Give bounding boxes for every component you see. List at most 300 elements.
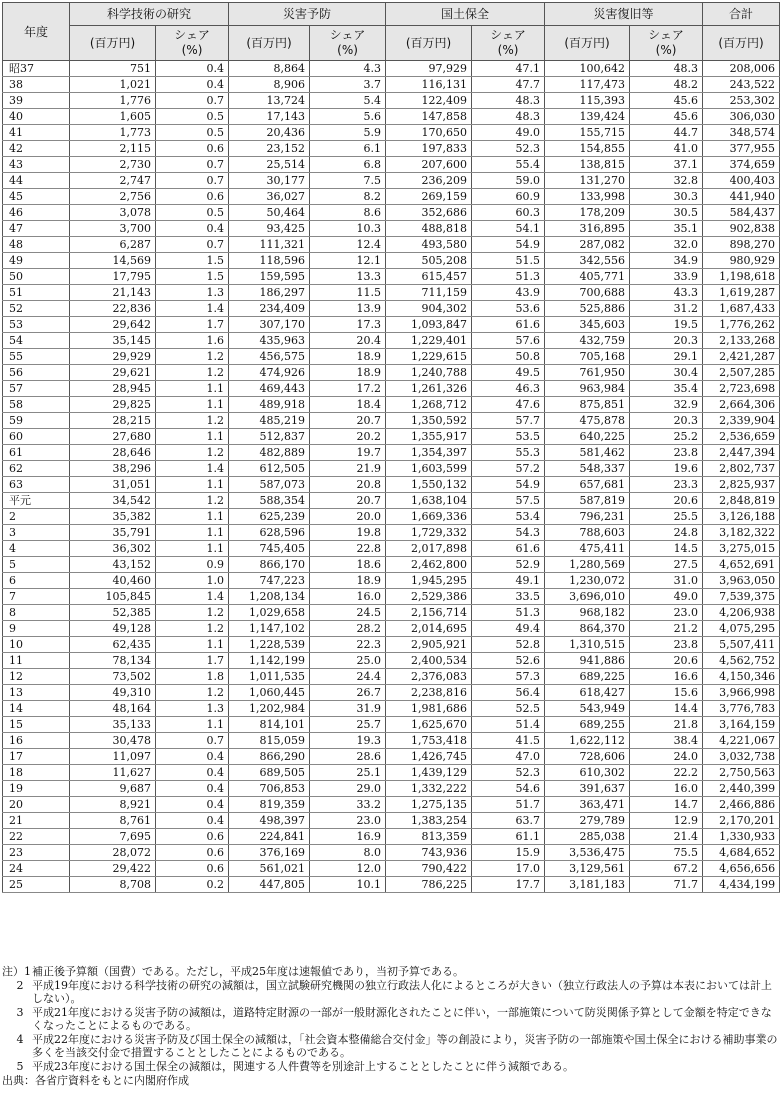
value-cell: 1.1 (156, 381, 229, 397)
value-cell: 287,082 (545, 237, 630, 253)
table-row (3, 637, 780, 653)
value-cell: 93,425 (229, 221, 310, 237)
value-cell: 53.4 (472, 509, 545, 525)
value-cell: 1,268,712 (386, 397, 472, 413)
header-disaster-recovery: 災害復旧等 (545, 3, 703, 26)
value-cell: 47.0 (472, 749, 545, 765)
value-cell: 2,747 (70, 173, 156, 189)
value-cell: 2,421,287 (703, 349, 780, 365)
value-cell: 30.3 (630, 189, 703, 205)
value-cell: 21.9 (310, 461, 386, 477)
value-cell: 0.4 (156, 221, 229, 237)
value-cell: 111,321 (229, 237, 310, 253)
value-cell: 1,638,104 (386, 493, 472, 509)
year-cell: 12 (3, 669, 70, 685)
value-cell: 1,687,433 (703, 301, 780, 317)
table-row (3, 589, 780, 605)
value-cell: 17.7 (472, 877, 545, 893)
value-cell: 2,238,816 (386, 685, 472, 701)
value-cell: 474,926 (229, 365, 310, 381)
value-cell: 788,603 (545, 525, 630, 541)
value-cell: 29.0 (310, 781, 386, 797)
table-row (3, 445, 780, 461)
table-row (3, 653, 780, 669)
value-cell: 16.6 (630, 669, 703, 685)
table-body (3, 61, 780, 893)
year-cell: 22 (3, 829, 70, 845)
value-cell: 14,569 (70, 253, 156, 269)
table-row (3, 861, 780, 877)
table-row (3, 829, 780, 845)
value-cell: 23.8 (630, 637, 703, 653)
value-cell: 20.3 (630, 333, 703, 349)
year-cell: 13 (3, 685, 70, 701)
year-cell: 51 (3, 285, 70, 301)
value-cell: 786,225 (386, 877, 472, 893)
value-cell: 18.9 (310, 573, 386, 589)
value-cell: 24.5 (310, 605, 386, 621)
value-cell: 1,310,515 (545, 637, 630, 653)
value-cell: 2,339,904 (703, 413, 780, 429)
value-cell: 587,819 (545, 493, 630, 509)
value-cell: 1,261,326 (386, 381, 472, 397)
table-row (3, 717, 780, 733)
note-item (2, 965, 778, 979)
value-cell: 54.9 (472, 237, 545, 253)
value-cell: 1,202,984 (229, 701, 310, 717)
value-cell: 1,603,599 (386, 461, 472, 477)
header-share: シェア (%) (156, 26, 229, 61)
year-cell: 7 (3, 589, 70, 605)
value-cell: 2,529,386 (386, 589, 472, 605)
value-cell: 447,805 (229, 877, 310, 893)
value-cell: 3,275,015 (703, 541, 780, 557)
value-cell: 31.9 (310, 701, 386, 717)
value-cell: 316,895 (545, 221, 630, 237)
value-cell: 0.7 (156, 237, 229, 253)
value-cell: 52.5 (472, 701, 545, 717)
year-cell: 20 (3, 797, 70, 813)
value-cell: 1.7 (156, 653, 229, 669)
value-cell: 689,225 (545, 669, 630, 685)
value-cell: 13.3 (310, 269, 386, 285)
table-row (3, 61, 780, 77)
value-cell: 116,131 (386, 77, 472, 93)
value-cell: 1,229,401 (386, 333, 472, 349)
value-cell: 689,255 (545, 717, 630, 733)
value-cell: 139,424 (545, 109, 630, 125)
value-cell: 5,507,411 (703, 637, 780, 653)
value-cell: 1.4 (156, 461, 229, 477)
value-cell: 47.6 (472, 397, 545, 413)
value-cell: 12.9 (630, 813, 703, 829)
value-cell: 57.5 (472, 493, 545, 509)
value-cell: 25.5 (630, 509, 703, 525)
value-cell: 1,605 (70, 109, 156, 125)
value-cell: 615,457 (386, 269, 472, 285)
value-cell: 700,688 (545, 285, 630, 301)
value-cell: 963,984 (545, 381, 630, 397)
header-amount: (百万円) (545, 26, 630, 61)
value-cell: 35,791 (70, 525, 156, 541)
year-cell: 54 (3, 333, 70, 349)
value-cell: 236,209 (386, 173, 472, 189)
value-cell: 38.4 (630, 733, 703, 749)
value-cell: 0.4 (156, 797, 229, 813)
value-cell: 1,011,535 (229, 669, 310, 685)
header-total: 合計 (703, 3, 780, 26)
value-cell: 875,851 (545, 397, 630, 413)
value-cell: 97,929 (386, 61, 472, 77)
value-cell: 0.5 (156, 125, 229, 141)
value-cell: 21,143 (70, 285, 156, 301)
value-cell: 0.6 (156, 845, 229, 861)
value-cell: 20.6 (630, 653, 703, 669)
value-cell: 117,473 (545, 77, 630, 93)
value-cell: 747,223 (229, 573, 310, 589)
table-row (3, 493, 780, 509)
value-cell: 23.3 (630, 477, 703, 493)
value-cell: 1,729,332 (386, 525, 472, 541)
note-item (2, 979, 778, 1006)
value-cell: 941,886 (545, 653, 630, 669)
year-cell: 61 (3, 445, 70, 461)
value-cell: 19.3 (310, 733, 386, 749)
value-cell: 1.2 (156, 685, 229, 701)
value-cell: 352,686 (386, 205, 472, 221)
value-cell: 71.7 (630, 877, 703, 893)
value-cell: 1,350,592 (386, 413, 472, 429)
value-cell: 49,128 (70, 621, 156, 637)
value-cell: 0.7 (156, 93, 229, 109)
year-cell: 48 (3, 237, 70, 253)
value-cell: 19.8 (310, 525, 386, 541)
value-cell: 52.3 (472, 141, 545, 157)
value-cell: 27.5 (630, 557, 703, 573)
value-cell: 52.9 (472, 557, 545, 573)
year-cell: 24 (3, 861, 70, 877)
note-text: 平成19年度における科学技術の研究の減額は，国立試験研究機関の独立行政法人化によるところが大きい（独立行政法人の予算は本表においては計上しない）。 (32, 978, 772, 1005)
value-cell: 815,059 (229, 733, 310, 749)
value-cell: 1,355,917 (386, 429, 472, 445)
value-cell: 18.9 (310, 365, 386, 381)
value-cell: 45.6 (630, 93, 703, 109)
value-cell: 1,625,670 (386, 717, 472, 733)
value-cell: 1,142,199 (229, 653, 310, 669)
value-cell: 561,021 (229, 861, 310, 877)
value-cell: 405,771 (545, 269, 630, 285)
header-amount: (百万円) (70, 26, 156, 61)
table-row (3, 749, 780, 765)
value-cell: 1,093,847 (386, 317, 472, 333)
value-cell: 78,134 (70, 653, 156, 669)
value-cell: 1.6 (156, 333, 229, 349)
value-cell: 706,853 (229, 781, 310, 797)
year-cell: 53 (3, 317, 70, 333)
value-cell: 1,550,132 (386, 477, 472, 493)
value-cell: 1,776,262 (703, 317, 780, 333)
value-cell: 57.2 (472, 461, 545, 477)
value-cell: 7.5 (310, 173, 386, 189)
year-cell: 5 (3, 557, 70, 573)
value-cell: 3,078 (70, 205, 156, 221)
value-cell: 0.7 (156, 173, 229, 189)
value-cell: 2,825,937 (703, 477, 780, 493)
year-cell: 14 (3, 701, 70, 717)
note-number: 注）1 (2, 965, 31, 978)
value-cell: 8,906 (229, 77, 310, 93)
value-cell: 618,427 (545, 685, 630, 701)
value-cell: 29,422 (70, 861, 156, 877)
value-cell: 38,296 (70, 461, 156, 477)
value-cell: 41.0 (630, 141, 703, 157)
value-cell: 29,825 (70, 397, 156, 413)
table-row (3, 253, 780, 269)
value-cell: 3,963,050 (703, 573, 780, 589)
value-cell: 790,422 (386, 861, 472, 877)
year-cell: 49 (3, 253, 70, 269)
value-cell: 49.4 (472, 621, 545, 637)
value-cell: 10.3 (310, 221, 386, 237)
value-cell: 1,773 (70, 125, 156, 141)
year-cell: 56 (3, 365, 70, 381)
table-row (3, 237, 780, 253)
year-cell: 21 (3, 813, 70, 829)
value-cell: 49.1 (472, 573, 545, 589)
table-row (3, 189, 780, 205)
value-cell: 751 (70, 61, 156, 77)
value-cell: 279,789 (545, 813, 630, 829)
value-cell: 612,505 (229, 461, 310, 477)
value-cell: 489,918 (229, 397, 310, 413)
value-cell: 2,170,201 (703, 813, 780, 829)
value-cell: 35,145 (70, 333, 156, 349)
value-cell: 2,723,698 (703, 381, 780, 397)
value-cell: 55.4 (472, 157, 545, 173)
value-cell: 14.4 (630, 701, 703, 717)
value-cell: 0.7 (156, 733, 229, 749)
value-cell: 1,354,397 (386, 445, 472, 461)
value-cell: 628,596 (229, 525, 310, 541)
value-cell: 610,302 (545, 765, 630, 781)
header-row-groups (3, 3, 780, 26)
year-cell: 52 (3, 301, 70, 317)
table-row (3, 557, 780, 573)
value-cell: 30,478 (70, 733, 156, 749)
value-cell: 20.7 (310, 493, 386, 509)
value-cell: 1,945,295 (386, 573, 472, 589)
value-cell: 49,310 (70, 685, 156, 701)
value-cell: 1.5 (156, 253, 229, 269)
value-cell: 48.3 (472, 93, 545, 109)
value-cell: 122,409 (386, 93, 472, 109)
table-row (3, 605, 780, 621)
value-cell: 33.9 (630, 269, 703, 285)
value-cell: 864,370 (545, 621, 630, 637)
table-row (3, 141, 780, 157)
value-cell: 45.6 (630, 109, 703, 125)
value-cell: 377,955 (703, 141, 780, 157)
value-cell: 36,302 (70, 541, 156, 557)
value-cell: 525,886 (545, 301, 630, 317)
value-cell: 1,280,569 (545, 557, 630, 573)
value-cell: 819,359 (229, 797, 310, 813)
value-cell: 1.2 (156, 365, 229, 381)
table-row (3, 77, 780, 93)
value-cell: 8.6 (310, 205, 386, 221)
value-cell: 475,878 (545, 413, 630, 429)
value-cell: 1.2 (156, 445, 229, 461)
year-cell: 25 (3, 877, 70, 893)
value-cell: 23.0 (310, 813, 386, 829)
value-cell: 4,150,346 (703, 669, 780, 685)
value-cell: 29,642 (70, 317, 156, 333)
value-cell: 17,143 (229, 109, 310, 125)
value-cell: 53.6 (472, 301, 545, 317)
value-cell: 10.1 (310, 877, 386, 893)
value-cell: 3,164,159 (703, 717, 780, 733)
table-row (3, 157, 780, 173)
value-cell: 29,621 (70, 365, 156, 381)
year-cell: 55 (3, 349, 70, 365)
value-cell: 155,715 (545, 125, 630, 141)
table-row (3, 205, 780, 221)
year-cell: 15 (3, 717, 70, 733)
value-cell: 30.5 (630, 205, 703, 221)
value-cell: 3,182,322 (703, 525, 780, 541)
value-cell: 41.5 (472, 733, 545, 749)
value-cell: 16.9 (310, 829, 386, 845)
value-cell: 67.2 (630, 861, 703, 877)
value-cell: 25.1 (310, 765, 386, 781)
header-share: シェア (%) (472, 26, 545, 61)
value-cell: 100,642 (545, 61, 630, 77)
value-cell: 61.6 (472, 541, 545, 557)
value-cell: 178,209 (545, 205, 630, 221)
value-cell: 1.0 (156, 573, 229, 589)
value-cell: 400,403 (703, 173, 780, 189)
header-amount: (百万円) (703, 26, 780, 61)
value-cell: 20.7 (310, 413, 386, 429)
value-cell: 170,650 (386, 125, 472, 141)
value-cell: 24.8 (630, 525, 703, 541)
year-cell: 39 (3, 93, 70, 109)
value-cell: 904,302 (386, 301, 472, 317)
value-cell: 4,656,656 (703, 861, 780, 877)
value-cell: 4,684,652 (703, 845, 780, 861)
value-cell: 1.1 (156, 717, 229, 733)
value-cell: 902,838 (703, 221, 780, 237)
table-row (3, 765, 780, 781)
value-cell: 28.6 (310, 749, 386, 765)
year-cell: 47 (3, 221, 70, 237)
value-cell: 1.1 (156, 397, 229, 413)
value-cell: 1,198,618 (703, 269, 780, 285)
value-cell: 0.9 (156, 557, 229, 573)
value-cell: 26.7 (310, 685, 386, 701)
value-cell: 0.6 (156, 829, 229, 845)
value-cell: 657,681 (545, 477, 630, 493)
year-cell: 10 (3, 637, 70, 653)
table-row (3, 877, 780, 893)
value-cell: 17.0 (472, 861, 545, 877)
value-cell: 3.7 (310, 77, 386, 93)
year-cell: 46 (3, 205, 70, 221)
value-cell: 2,462,800 (386, 557, 472, 573)
header-science: 科学技術の研究 (70, 3, 229, 26)
value-cell: 1.1 (156, 477, 229, 493)
value-cell: 48.3 (472, 109, 545, 125)
year-cell: 60 (3, 429, 70, 445)
value-cell: 12.4 (310, 237, 386, 253)
value-cell: 2,017,898 (386, 541, 472, 557)
value-cell: 3,032,738 (703, 749, 780, 765)
value-cell: 147,858 (386, 109, 472, 125)
value-cell: 1.2 (156, 493, 229, 509)
value-cell: 57.3 (472, 669, 545, 685)
value-cell: 20.6 (630, 493, 703, 509)
value-cell: 548,337 (545, 461, 630, 477)
value-cell: 0.4 (156, 77, 229, 93)
value-cell: 43,152 (70, 557, 156, 573)
value-cell: 197,833 (386, 141, 472, 157)
value-cell: 813,359 (386, 829, 472, 845)
header-row-units (3, 26, 780, 61)
table-row (3, 125, 780, 141)
value-cell: 16.0 (310, 589, 386, 605)
value-cell: 14.5 (630, 541, 703, 557)
value-cell: 4,652,691 (703, 557, 780, 573)
value-cell: 32.8 (630, 173, 703, 189)
year-cell: 45 (3, 189, 70, 205)
year-cell: 8 (3, 605, 70, 621)
value-cell: 505,208 (386, 253, 472, 269)
value-cell: 6.8 (310, 157, 386, 173)
value-cell: 3,776,783 (703, 701, 780, 717)
year-cell: 17 (3, 749, 70, 765)
value-cell: 48.2 (630, 77, 703, 93)
value-cell: 12.1 (310, 253, 386, 269)
value-cell: 28.2 (310, 621, 386, 637)
value-cell: 50,464 (229, 205, 310, 221)
table-row (3, 317, 780, 333)
table-row (3, 797, 780, 813)
value-cell: 61.1 (472, 829, 545, 845)
value-cell: 22.2 (630, 765, 703, 781)
value-cell: 587,073 (229, 477, 310, 493)
value-cell: 581,462 (545, 445, 630, 461)
value-cell: 11,627 (70, 765, 156, 781)
value-cell: 22.8 (310, 541, 386, 557)
value-cell: 2,115 (70, 141, 156, 157)
value-cell: 13.9 (310, 301, 386, 317)
value-cell: 18.4 (310, 397, 386, 413)
value-cell: 253,302 (703, 93, 780, 109)
value-cell: 1,753,418 (386, 733, 472, 749)
year-cell: 2 (3, 509, 70, 525)
value-cell: 1.1 (156, 429, 229, 445)
value-cell: 20.0 (310, 509, 386, 525)
value-cell: 1.4 (156, 589, 229, 605)
year-cell: 19 (3, 781, 70, 797)
value-cell: 48.3 (630, 61, 703, 77)
value-cell: 4,434,199 (703, 877, 780, 893)
value-cell: 208,006 (703, 61, 780, 77)
value-cell: 11,097 (70, 749, 156, 765)
value-cell: 2,664,306 (703, 397, 780, 413)
value-cell: 711,159 (386, 285, 472, 301)
value-cell: 40,460 (70, 573, 156, 589)
